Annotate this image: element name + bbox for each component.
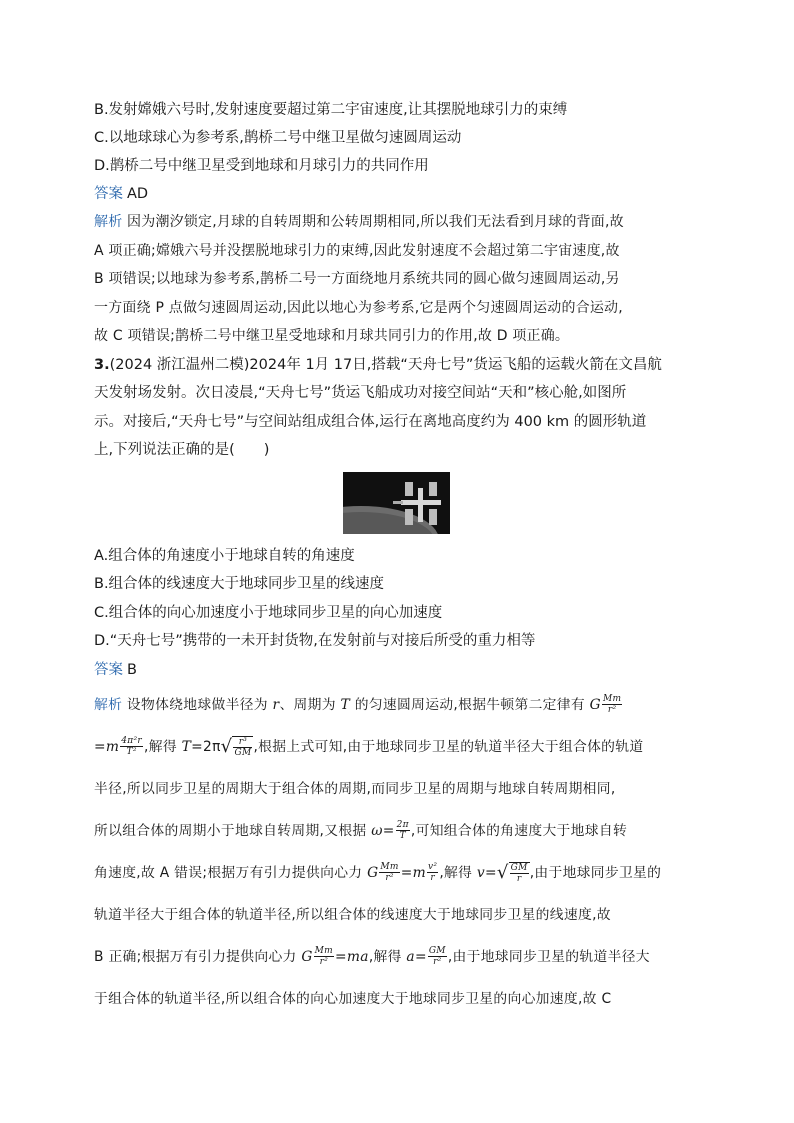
answer-value: B [127, 661, 137, 678]
explanation-line: 所以组合体的周期小于地球自转周期,又根据 ω= $\frac{2\pi}{T}$ ,可知组合体的角速度大于地球自转 [94, 820, 628, 841]
prev-options [94, 96, 694, 180]
question-line: 天发射场发射。次日凌晨,“天舟七号”货运飞船成功对接空间站“天和”核心舱,如图所 [94, 385, 627, 401]
prev-option-b: B.发射嫦娥六号时,发射速度要超过第二宇宙速度,让其摆脱地球引力的束缚 [94, 102, 568, 118]
explanation-line: =m $\frac{\text{4π²r}}{\text{T²}}$ ,解得 T=2π√ $\frac{\text{r³}}{GM}$ ,根据上式可知,由于地球同步卫星的轨道半径大于组合体的轨道 [94, 735, 644, 758]
question-number: 3. [94, 356, 110, 373]
question-line: 3.(2024 浙江温州二模)2024年 1月 17日,搭载“天舟七号”货运飞船的运载火箭在文昌航 [94, 356, 662, 373]
question-3 [94, 351, 694, 465]
prev-answer [94, 180, 694, 208]
answer [94, 656, 694, 684]
answer-tag: 答案 [94, 661, 123, 678]
formula-fraction: $\frac{2\pi}{T}$ [396, 820, 409, 841]
explanation-line: B 项错误;以地球为参考系,鹊桥二号一方面绕地月系统共同的圆心做匀速圆周运动,另 [94, 271, 620, 287]
explanation-line: 角速度,故 A 错误;根据万有引力提供向心力 G $\frac{Mm}{\text{r²}}$ =m $\frac{\text{v²}}{r}$ ,解得 v=√ $\frac{GM}{r}$ ,由于地球同步卫星的 [94, 861, 662, 884]
explanation-tag: 解析 [94, 214, 123, 230]
explanation-tag: 解析 [94, 696, 123, 713]
explanation-line: 一方面绕 P 点做匀速圆周运动,因此以地心为参考系,它是两个匀速圆周运动的合运动, [94, 299, 623, 316]
answer-value: AD [127, 186, 149, 202]
prev-option-c: C.以地球球心为参考系,鹊桥二号中继卫星做匀速圆周运动 [94, 130, 462, 146]
formula-fraction: $\frac{GM}{\text{r²}}$ [428, 946, 446, 967]
option-c: C.组合体的向心加速度小于地球同步卫星的向心加速度 [94, 604, 443, 621]
formula-fraction: $\frac{Mm}{\text{r²}}$ [602, 694, 622, 715]
question-line: 示。对接后,“天舟七号”与空间站组成组合体,运行在离地高度约为 400 km 的圆形轨道 [94, 413, 647, 430]
formula-sqrt: √ $\frac{GM}{r}$ [496, 861, 528, 884]
options [94, 542, 694, 656]
option-a: A.组合体的角速度小于地球自转的角速度 [94, 547, 355, 564]
page-content [94, 96, 694, 1020]
formula-fraction: $\frac{Mm}{\text{r²}}$ [380, 862, 399, 883]
explanation-line: 半径,所以同步卫星的周期大于组合体的周期,而同步卫星的周期与地球自转周期相同, [94, 780, 616, 797]
explanation-line: A 项正确;嫦娥六号并没摆脱地球引力的束缚,因此发射速度不会超过第二宇宙速度,故 [94, 242, 620, 259]
explanation-line: B 正确;根据万有引力提供向心力 G $\frac{Mm}{\text{r²}}$ =ma,解得 a= $\frac{GM}{\text{r²}}$ ,由于地球同步卫星的轨道半径大 [94, 946, 650, 967]
formula-sqrt: √ $\frac{\text{r³}}{GM}$ [220, 735, 252, 758]
answer-tag: 答案 [94, 186, 123, 202]
prev-option-d: D.鹊桥二号中继卫星受到地球和月球引力的共同作用 [94, 158, 429, 174]
option-b: B.组合体的线速度大于地球同步卫星的线速度 [94, 576, 385, 592]
explanation-line: 解析 设物体绕地球做半径为 r、周期为 T 的匀速圆周运动,根据牛顿第二定律有 G $\frac{Mm}{\text{r²}}$ [94, 694, 622, 715]
explanation-line: 故 C 项错误;鹊桥二号中继卫星受地球和月球共同引力的作用,故 D 项正确。 [94, 328, 570, 344]
prev-explanation [94, 208, 694, 351]
space-station-figure [343, 472, 450, 534]
explanation-line: 解析 因为潮汐锁定,月球的自转周期和公转周期相同,所以我们无法看到月球的背面,故 [94, 214, 624, 230]
explanation-line: 轨道半径大于组合体的轨道半径,所以组合体的线速度大于地球同步卫星的线速度,故 [94, 906, 611, 923]
formula-fraction: $\frac{\text{v²}}{r}$ [428, 862, 438, 883]
option-d: D.“天舟七号”携带的一未开封货物,在发射前与对接后所受的重力相等 [94, 633, 536, 649]
explanation-line: 于组合体的轨道半径,所以组合体的向心加速度大于地球同步卫星的向心加速度,故 C [94, 990, 612, 1007]
formula-fraction: $\frac{Mm}{\text{r²}}$ [314, 946, 334, 967]
formula-fraction: $\frac{\text{4π²r}}{\text{T²}}$ [121, 736, 143, 757]
explanation [94, 684, 694, 1020]
question-line: 上,下列说法正确的是( ) [94, 442, 270, 458]
